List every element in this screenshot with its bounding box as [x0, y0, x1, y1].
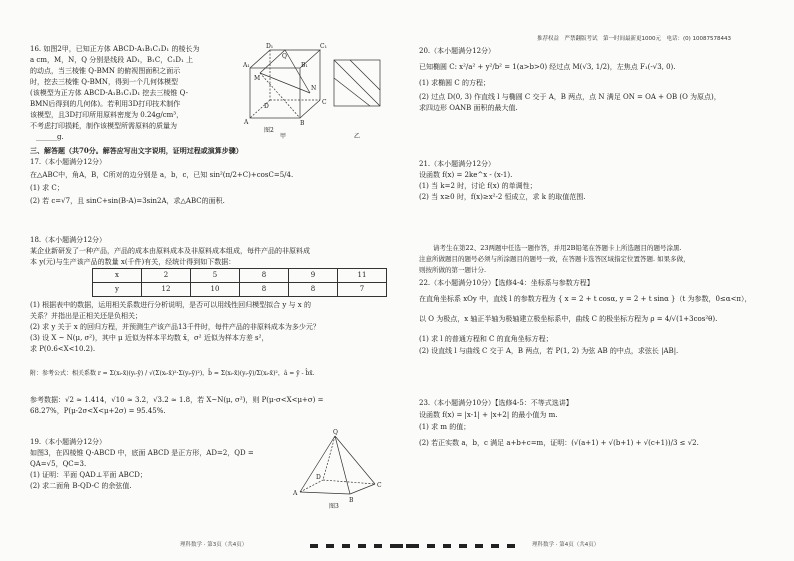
- label-jia: 甲: [280, 133, 287, 140]
- q17-line-0: 17.（本小题满分12分）: [30, 158, 107, 166]
- q18-line-0: 18.（本小题满分12分）: [30, 236, 107, 244]
- q18-more-7: 68.27%，P(μ-2σ<X<μ+2σ) = 95.45%.: [30, 407, 166, 415]
- q18-more-6: 参考数据：√2 ≈ 1.414，√10 ≈ 3.2，√3.2 ≈ 1.8，若 X~N(μ, σ²)，则 P(μ-σ<X<μ+σ) =: [30, 396, 324, 404]
- notice-line-1: 注意所做题目的题号必须与所涂题目的题号一致，在答题卡选答区域指定位置答题. 如果多做，: [419, 255, 690, 263]
- q23-line-0: 23.（本小题满分10分）【选修4-5：不等式选讲】: [419, 399, 573, 407]
- fig3-label-c: C: [377, 482, 382, 489]
- notice-line-2: 则按所做的第一题计分.: [419, 266, 487, 274]
- q16-line-3: 时，挖去三棱锥 Q-BMN，得到一个几何体模型: [30, 78, 179, 86]
- q22-line-1: 在直角坐标系 xOy 中，直线 l 的参数方程为 { x = 2 + t cosα, y = 2 + t sinα }（t 为参数，0≤α<π），: [419, 295, 752, 303]
- q18-more-3: (3) 设 X ~ N(μ, σ²)，其中 μ 近似为样本平均数 x̄，σ² 近似为样本方差 s²，: [30, 334, 269, 342]
- label-m: M: [254, 75, 261, 82]
- q17-line-1: 在△ABC中，角A，B，C所对的边分别是 a，b，c，已知 sin²(π/2+C)+cosC=5/4.: [30, 171, 294, 179]
- q23-line-2: (1) 求 m 的值；: [419, 423, 471, 431]
- q18-more-5: 附：参考公式：相关系数 r = Σ(xᵢ-x̄)(yᵢ-ȳ) / √(Σ(xᵢ-x̄)²·Σ(yᵢ-ȳ)²)，b̂ = Σ(xᵢ-x̄)(yᵢ-ȳ)/Σ(xᵢ-x̄)²，â = ȳ - b̂x̄.: [30, 370, 315, 377]
- label-c: C: [322, 99, 327, 106]
- q20-line-1: 已知椭圆 C: x²/a² + y²/b² = 1(a>b>0) 经过点 M(√3, 1/2)，左焦点 F₁(-√3, 0).: [419, 63, 676, 71]
- q16-line-7: 不考虑打印损耗，制作该模型所需原料的质量为: [30, 122, 177, 130]
- table-header-y: y: [93, 283, 142, 297]
- label-d: D: [264, 103, 269, 110]
- table-cell: 8: [289, 283, 338, 297]
- q21-line-1: 设函数 f(x) = 2ke^x - (x-1).: [419, 171, 513, 179]
- footer-right: 理科数学 · 第4页（共4页）: [532, 542, 600, 548]
- q21-line-0: 21.（本小题满分12分）: [419, 160, 496, 168]
- table-cell: 5: [191, 269, 240, 283]
- fig3-label-q: Q: [333, 429, 338, 436]
- table-cell: 9: [289, 269, 338, 283]
- footer-left: 理科数学 · 第3页（共4页）: [180, 542, 248, 548]
- q16-line-6: 该模型，且3D打印所用原料密度为 0.24g/cm³，: [30, 111, 184, 119]
- q17-line-3: (2) 若 c=√7，且 sinC+sin(B-A)=3sin2A，求△ABC的面积.: [30, 197, 225, 205]
- label-q: Q: [282, 53, 287, 60]
- table-cell: 10: [191, 283, 240, 297]
- label-c1: C₁: [320, 43, 327, 50]
- figure-2-caption: 图2: [264, 127, 274, 134]
- q16-line-4: (该模型为正方体 ABCD-A₁B₁C₁D₁ 挖去三棱锥 Q-: [30, 89, 188, 97]
- right-page: [397, 0, 794, 561]
- section-3-heading: 三、解答题（共70分。解答应写出文字说明，证明过程或演算步骤）: [30, 146, 243, 155]
- q19-line-2: QA=√5，QC=3.: [30, 460, 87, 468]
- q16-line-1: a cm，M，N，Q 分别是线段 AD₁，B₁C，C₁D₁ 上: [30, 56, 194, 64]
- fig3-label-a: A: [293, 490, 298, 497]
- q20-line-0: 20.（本小题满分12分）: [419, 47, 496, 55]
- label-b1: B₁: [301, 62, 308, 69]
- table-cell: 12: [142, 283, 191, 297]
- q21-line-2: (1) 当 k=2 时，讨论 f(x) 的单调性；: [419, 182, 537, 190]
- table-header-x: x: [93, 269, 142, 283]
- q22-line-4: (2) 设直线 l 与曲线 C 交于 A，B 两点，若 P(1, 2) 为弦 AB 的中点，求弦长 |AB|.: [419, 347, 679, 355]
- figure-3-caption: 图3: [329, 503, 339, 510]
- q16-line-5: BMN后得到的几何体)。若利用3D打印技术制作: [30, 100, 181, 108]
- q23-line-3: (2) 若正实数 a，b，c 满足 a+b+c=m，证明：(√(a+1) + √(b+1) + √(c+1))/3 ≤ √2.: [419, 439, 699, 447]
- table-cell: 8: [240, 283, 289, 297]
- q23-line-1: 设函数 f(x) = |x-1| + |x+2| 的最小值为 m.: [419, 411, 558, 419]
- table-cell: 7: [338, 283, 387, 297]
- label-a: A: [244, 119, 249, 126]
- q16-line-8: ______g.: [36, 133, 64, 141]
- q22-line-0: 22.（本小题满分10分）【选修4-4：坐标系与参数方程】: [419, 279, 594, 287]
- q18-data-table: [92, 268, 387, 297]
- notice-line-0: 请考生在第22、23两题中任选一题作答，并用2B铅笔在答题卡上所选题目的题号涂黑.: [433, 244, 682, 252]
- q22-line-2: 以 O 为极点，x 轴正半轴为极轴建立极坐标系中，曲线 C 的极坐标方程为 ρ = 4/√(1+3cos²θ).: [419, 315, 718, 323]
- label-a1: A₁: [243, 62, 250, 69]
- label-b: B: [300, 120, 305, 127]
- label-d1: D₁: [266, 43, 274, 50]
- q18-line-2: 本 y(元)与生产该产品的数量 x(千件)有关，经统计得到如下数据：: [30, 258, 236, 266]
- q18-more-1: 关系？并指出是正相关还是负相关；: [30, 312, 142, 320]
- q19-line-4: (2) 求二面角 B-QD-C 的余弦值.: [30, 482, 132, 490]
- q20-line-3: (2) 过点 D(0, 3) 作直线 l 与椭圆 C 交于 A，B 两点，点 N 满足 ON = OA + OB (O 为原点)，: [419, 93, 721, 101]
- q17-line-2: (1) 求 C；: [30, 184, 64, 192]
- q19-line-0: 19.（本小题满分12分）: [30, 438, 107, 446]
- table-row: [93, 269, 387, 283]
- q19-line-1: 如图3，在四棱锥 Q-ABCD 中，底面 ABCD 是正方形，AD=2，QD =: [30, 449, 254, 457]
- table-row: [93, 283, 387, 297]
- table-cell: 11: [338, 269, 387, 283]
- q21-line-3: (2) 当 x≥0 时，f(x)≥x²-2 恒成立，求 k 的取值范围.: [419, 193, 586, 201]
- figure-2: [240, 38, 390, 144]
- label-n: N: [311, 85, 317, 92]
- q20-line-4: 求四边形 OANB 面积的最大值.: [419, 104, 518, 112]
- q19-line-3: (1) 证明：平面 QAD⊥平面 ABCD；: [30, 471, 147, 479]
- q18-line-1: 某企业新研发了一种产品，产品的成本由原料成本及非原料成本组成，每件产品的非原料成: [30, 247, 310, 255]
- figure-3: [285, 429, 385, 512]
- q18-more-0: (1) 根据表中的数据，运用相关系数进行分析说明，是否可以用线性回归模型拟合 y 与 x 的: [30, 301, 311, 309]
- label-yi: 乙: [354, 133, 361, 140]
- fig3-label-b: B: [349, 497, 354, 504]
- fig3-label-d: D: [316, 474, 321, 481]
- q16-line-0: 16. 如图2甲，已知正方体 ABCD-A₁B₁C₁D₁ 的棱长为: [30, 45, 200, 53]
- q16-line-2: 的动点，当三棱锥 Q-BMN 的俯视图面积之面示: [30, 67, 181, 75]
- q18-more-4: 求 P(0.6<X<10.2).: [30, 345, 96, 353]
- header-right: 推荐权益 严禁翻版考试 第一时间最新更1000元 电话：(0) 10087578443: [537, 36, 732, 42]
- q18-more-2: (2) 求 y 关于 x 的回归方程，并预测生产该产品13千件时，每件产品的非原料成本为多少元？: [30, 323, 320, 331]
- q22-line-3: (1) 求 l 的普通方程和 C 的直角坐标方程；: [419, 335, 553, 343]
- table-cell: 8: [240, 269, 289, 283]
- table-cell: 2: [142, 269, 191, 283]
- q20-line-2: (1) 求椭圆 C 的方程；: [419, 79, 490, 87]
